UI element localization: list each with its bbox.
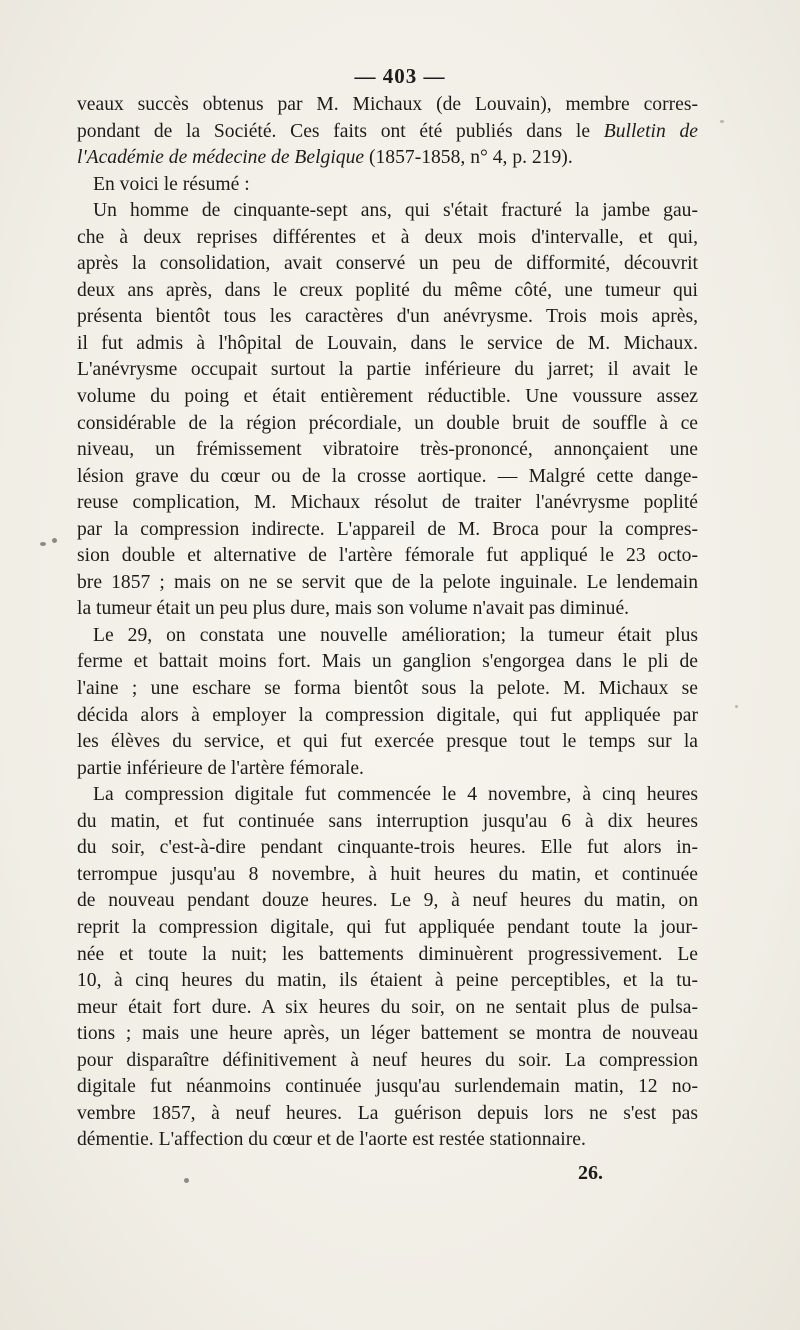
text-line bbox=[77, 1021, 698, 1048]
text-run: lésion grave du cœur ou de la crosse aortique. — Malgré cette dange- bbox=[77, 465, 698, 487]
text-run: Le 29, on constata une nouvelle amélioration; la tumeur était plus bbox=[93, 624, 698, 646]
text-run: les élèves du service, et qui fut exercée presque tout le temps sur la bbox=[77, 731, 698, 753]
text-run: partie inférieure de l'artère fémorale. bbox=[77, 757, 364, 779]
text-line bbox=[77, 649, 698, 676]
text-run: considérable de la région précordiale, un double bruit de souffle à ce bbox=[77, 412, 698, 434]
text-line bbox=[77, 756, 698, 783]
text-run: La compression digitale fut commencée le 4 novembre, à cinq heures bbox=[93, 784, 698, 806]
page-number: — 403 — bbox=[354, 64, 446, 88]
text-run: démentie. L'affection du cœur et de l'aorte est restée stationnaire. bbox=[77, 1129, 586, 1151]
text-run: deux ans après, dans le creux poplité du même côté, une tumeur qui bbox=[77, 279, 698, 301]
text-run: bre 1857 ; mais on ne se servit que de la pelote inguinale. Le lendemain bbox=[77, 571, 698, 593]
text-run: pondant de la Société. Ces faits ont été publiés dans le bbox=[77, 120, 604, 142]
text-run: l'aine ; une eschare se forma bientôt sous la pelote. M. Michaux se bbox=[77, 678, 698, 700]
text-line bbox=[77, 1101, 698, 1128]
text-line bbox=[77, 915, 698, 942]
text-run: née et toute la nuit; les battements diminuèrent progressivement. Le bbox=[77, 943, 698, 965]
ink-speck bbox=[52, 538, 57, 543]
text-run: niveau, un frémissement vibratoire très-prononcé, annonçaient une bbox=[77, 439, 698, 461]
text-run: par la compression indirecte. L'appareil de M. Broca pour la compres- bbox=[77, 518, 698, 540]
text-run: Un homme de cinquante-sept ans, qui s'était fracturé la jambe gau- bbox=[93, 200, 698, 222]
text-run: après la consolidation, avait conservé un peu de difformité, découvrit bbox=[77, 253, 698, 275]
text-line bbox=[77, 862, 698, 889]
ink-speck bbox=[720, 120, 724, 123]
text-run: ferme et battait moins fort. Mais un ganglion s'engorgea dans le pli de bbox=[77, 651, 698, 673]
body-text bbox=[77, 92, 698, 1154]
text-run: il fut admis à l'hôpital de Louvain, dans le service de M. Michaux. bbox=[77, 332, 698, 354]
text-line bbox=[77, 92, 698, 119]
text-run: digitale fut néanmoins continuée jusqu'au surlendemain matin, 12 no- bbox=[77, 1076, 698, 1098]
text-line bbox=[77, 995, 698, 1022]
text-line bbox=[77, 782, 698, 809]
text-line bbox=[77, 145, 698, 172]
text-line bbox=[77, 198, 698, 225]
text-run: tions ; mais une heure après, un léger battement se montra de nouveau bbox=[77, 1023, 698, 1045]
text-line bbox=[77, 1074, 698, 1101]
text-run: reprit la compression digitale, qui fut appliquée pendant toute la jour- bbox=[77, 916, 698, 938]
text-run: che à deux reprises différentes et à deux mois d'intervalle, et qui, bbox=[77, 226, 698, 248]
text-line bbox=[77, 251, 698, 278]
text-line bbox=[77, 1127, 698, 1154]
text-line bbox=[77, 517, 698, 544]
text-line bbox=[77, 437, 698, 464]
text-run: du matin, et fut continuée sans interruption jusqu'au 6 à dix heures bbox=[77, 810, 698, 832]
text-run: terrompue jusqu'au 8 novembre, à huit heures du matin, et continuée bbox=[77, 863, 698, 885]
text-line bbox=[77, 888, 698, 915]
text-run: décida alors à employer la compression digitale, qui fut appliquée par bbox=[77, 704, 698, 726]
text-line bbox=[77, 676, 698, 703]
text-run: sion double et alternative de l'artère fémorale fut appliqué le 23 octo- bbox=[77, 545, 698, 567]
text-line bbox=[77, 809, 698, 836]
text-line bbox=[77, 119, 698, 146]
text-line bbox=[77, 835, 698, 862]
text-line bbox=[77, 543, 698, 570]
text-run: (1857-1858, n° 4, p. 219). bbox=[364, 147, 573, 169]
text-run: veaux succès obtenus par M. Michaux (de Louvain), membre corres- bbox=[77, 94, 698, 115]
text-line bbox=[77, 968, 698, 995]
text-line bbox=[77, 331, 698, 358]
text-line bbox=[77, 357, 698, 384]
italic-run: l'Académie de médecine de Belgique bbox=[77, 147, 365, 169]
text-run: de nouveau pendant douze heures. Le 9, à neuf heures du matin, on bbox=[77, 890, 698, 912]
ink-speck bbox=[735, 705, 738, 708]
text-line bbox=[77, 703, 698, 730]
text-line bbox=[77, 278, 698, 305]
text-run: présenta bientôt tous les caractères d'un anévrysme. Trois mois après, bbox=[77, 306, 698, 328]
text-line bbox=[77, 384, 698, 411]
italic-run: Bulletin de bbox=[603, 120, 698, 142]
text-run: En voici le résumé : bbox=[93, 173, 250, 195]
text-run: pour disparaître définitivement à neuf heures du soir. La compression bbox=[77, 1049, 698, 1071]
ink-speck bbox=[184, 1178, 189, 1183]
text-line bbox=[77, 464, 698, 491]
text-run: meur était fort dure. A six heures du soir, on ne sentait plus de pulsa- bbox=[77, 996, 698, 1018]
text-line bbox=[77, 1048, 698, 1075]
text-run: vembre 1857, à neuf heures. La guérison depuis lors ne s'est pas bbox=[77, 1102, 698, 1124]
text-line bbox=[77, 729, 698, 756]
text-line bbox=[77, 172, 698, 199]
text-line bbox=[77, 225, 698, 252]
text-run: la tumeur était un peu plus dure, mais son volume n'avait pas diminué. bbox=[77, 598, 630, 620]
text-line bbox=[77, 411, 698, 438]
text-run: L'anévrysme occupait surtout la partie inférieure du jarret; il avait le bbox=[77, 359, 698, 381]
text-run: du soir, c'est-à-dire pendant cinquante-trois heures. Elle fut alors in- bbox=[77, 837, 698, 859]
text-line bbox=[77, 570, 698, 597]
text-run: 10, à cinq heures du matin, ils étaient à peine perceptibles, et la tu- bbox=[77, 970, 698, 992]
signature-mark: 26. bbox=[578, 1162, 603, 1184]
text-run: reuse complication, M. Michaux résolut de traiter l'anévrysme poplité bbox=[77, 492, 698, 514]
text-run: volume du poing et était entièrement réductible. Une voussure assez bbox=[77, 386, 698, 408]
text-line bbox=[77, 623, 698, 650]
text-line bbox=[77, 596, 698, 623]
ink-speck bbox=[40, 542, 46, 546]
text-line bbox=[77, 942, 698, 969]
text-line bbox=[77, 490, 698, 517]
text-line bbox=[77, 304, 698, 331]
